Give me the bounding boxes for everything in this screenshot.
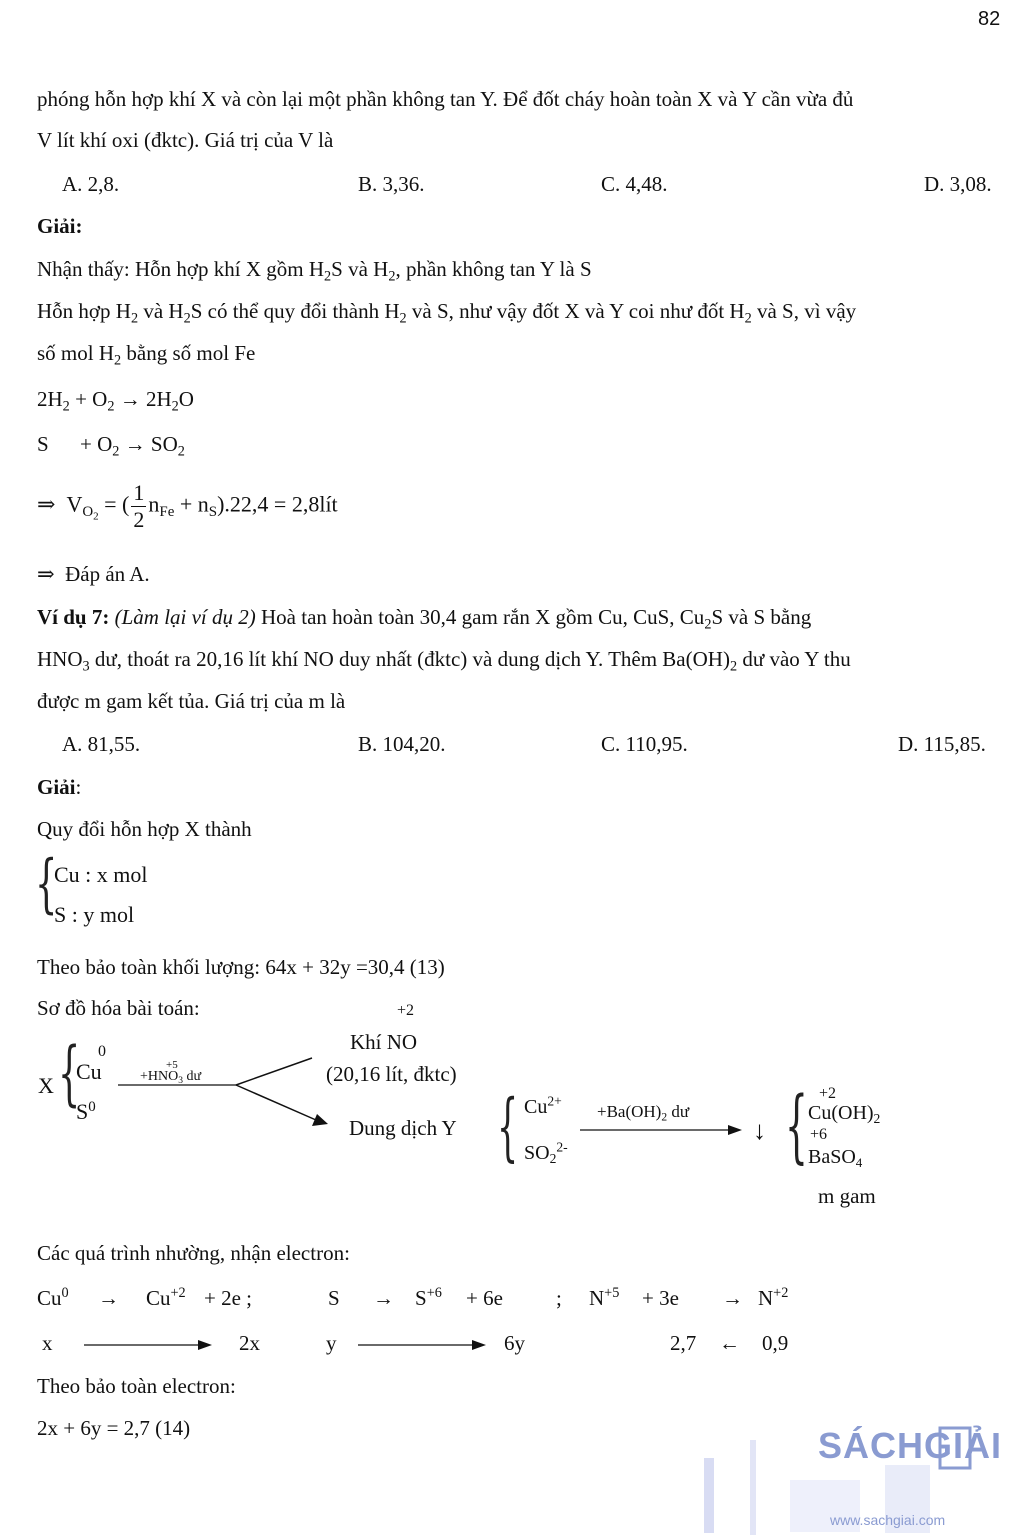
proc-x: x xyxy=(42,1331,53,1355)
example-line: được m gam kết tủa. Giá trị của m là xyxy=(37,689,346,713)
proc-cu2: $Cu^{+2}$ xyxy=(146,1285,186,1310)
option-b: B. 3,36. xyxy=(358,172,425,196)
reagent-baoh2: $+Ba(OH)_2$ dư xyxy=(597,1102,690,1124)
proc-6e: + 6e xyxy=(466,1286,503,1310)
no-ox-state: +2 xyxy=(397,1002,415,1019)
product-baso4: BaSO$_4$ xyxy=(808,1146,863,1170)
cu-ox-state: 0 xyxy=(98,1043,106,1060)
watermark-brand: SÁCHGIẢI xyxy=(818,1425,1003,1466)
proc-arrow: → xyxy=(722,1286,743,1310)
volume-equation: ⇒ $V_{O_2}$ = ( $\frac{1}{2}$ $n_{Fe} + n_S).22,4$ = 2,8lít xyxy=(37,480,338,532)
example-line: Ví dụ 7: (Làm lại ví dụ 2) Hoà tan hoàn toàn 30,4 gam rắn X gồm Cu, CuS, $Cu_2S$ và S bằng xyxy=(37,605,812,633)
reagent-hno3: $+HNO_3$ dư xyxy=(140,1069,202,1086)
proc-s6: $S^{+6}$ xyxy=(415,1285,442,1310)
proc-2x: 2x xyxy=(239,1331,260,1355)
scheme-brace-y: { xyxy=(497,1084,519,1170)
answer-line: ⇒ Đáp án A. xyxy=(37,562,150,586)
proc-3e: + 3e xyxy=(642,1286,679,1310)
proc-cu0: Cu$^0$ xyxy=(37,1285,69,1310)
watermark-url: www.sachgiai.com xyxy=(830,1512,946,1528)
option-c: C. 110,95. xyxy=(601,732,688,756)
scheme-x: X xyxy=(38,1073,54,1098)
option-c: C. 4,48. xyxy=(601,172,668,196)
system-brace: { xyxy=(35,847,58,921)
electron-title: Các quá trình nhường, nhận electron: xyxy=(37,1241,350,1265)
option-d: D. 3,08. xyxy=(924,172,992,196)
scheme-title: Sơ đồ hóa bài toán: xyxy=(37,996,200,1020)
equation-s: S xyxy=(37,432,49,456)
system-s: S : y mol xyxy=(54,902,135,927)
scheme-cu: Cu xyxy=(76,1059,102,1084)
solution-heading: Giải: xyxy=(37,214,83,238)
proc-y: y xyxy=(326,1331,337,1355)
example-line: $HNO_3$ dư, thoát ra 20,16 lít khí NO duy nhất (đktc) và dung dịch Y. Thêm $Ba(OH)_2$ dư vào Y thu xyxy=(37,647,851,675)
option-b: B. 104,20. xyxy=(358,732,446,756)
problem-text-line: phóng hỗn hợp khí X và còn lại một phần không tan Y. Để đốt cháy hoàn toàn X và Y cần vừa đủ xyxy=(37,87,854,111)
cuoh-ox-state: +2 xyxy=(819,1085,837,1102)
proc-s: S xyxy=(328,1286,340,1310)
proc-semicolon: ; xyxy=(556,1286,562,1310)
option-a: A. 81,55. xyxy=(62,732,141,756)
n-ox-state: +5 xyxy=(166,1059,178,1071)
option-a: A. 2,8. xyxy=(62,172,120,196)
solution-line: Hỗn hợp $H_2$ và $H_2S$ có thể quy đổi thành $H_2$ và S, như vậy đốt X và Y coi như đốt $H_2$ và S, vì vậy xyxy=(37,299,857,327)
proc-left-arrow: ← xyxy=(719,1331,740,1355)
page-number: 82 xyxy=(978,8,1001,30)
solution-line: Nhận thấy: Hỗn hợp khí X gồm $H_2S$ và $H_2$, phần không tan Y là S xyxy=(37,257,592,285)
product-cuoh2: $Cu(OH)_2$ xyxy=(808,1102,881,1127)
solution-line: Quy đổi hỗn hợp X thành xyxy=(37,817,252,841)
gas-volume: (20,16 lít, đktc) xyxy=(326,1062,457,1086)
proc-arrow: → xyxy=(373,1286,394,1310)
problem-text-line: V lít khí oxi (đktc). Giá trị của V là xyxy=(37,128,334,152)
proc-2-7: 2,7 xyxy=(670,1331,697,1355)
conservation-title: Theo bảo toàn electron: xyxy=(37,1374,236,1398)
precipitate-arrow: ↓ xyxy=(753,1116,766,1145)
option-d: D. 115,85. xyxy=(898,732,986,756)
proc-arrow: → xyxy=(98,1286,119,1310)
solution-y: Dung dịch Y xyxy=(349,1116,457,1140)
equation-s-right: + $O_2 \to SO_2$ xyxy=(80,432,185,460)
system-cu: Cu : x mol xyxy=(54,862,148,887)
proc-6y: 6y xyxy=(504,1331,525,1355)
scheme-s: $S^0$ xyxy=(76,1098,96,1124)
ion-cu2: $Cu^{2+}$ xyxy=(524,1093,562,1118)
proc-n2: $N^{+2}$ xyxy=(758,1285,789,1310)
solution-heading: Giải: xyxy=(37,775,82,799)
equation-14: 2x + 6y = 2,7 (14) xyxy=(37,1416,191,1440)
baso4-ox-state: +6 xyxy=(810,1126,828,1143)
scheme-brace-x: { xyxy=(58,1032,81,1114)
mass-balance: Theo bảo toàn khối lượng: 64x + 32y =30,4 (13) xyxy=(37,955,445,979)
fraction: $\frac{1}{2}$ xyxy=(133,480,145,532)
mass-m-gam: m gam xyxy=(818,1184,876,1208)
equation-h2: $2H_2 + O_2 \to 2H_2O$ xyxy=(37,387,194,415)
solution-line: số mol $H_2$ bằng số mol Fe xyxy=(37,341,256,369)
scheme-brace-precip: { xyxy=(785,1079,808,1172)
ion-so4: $SO_2^{2-}$ xyxy=(524,1139,568,1167)
proc-n5: $N^{+5}$ xyxy=(589,1285,620,1310)
proc-2e: + 2e ; xyxy=(204,1286,252,1310)
proc-0-9: 0,9 xyxy=(762,1331,789,1355)
gas-no: Khí NO xyxy=(350,1030,418,1054)
